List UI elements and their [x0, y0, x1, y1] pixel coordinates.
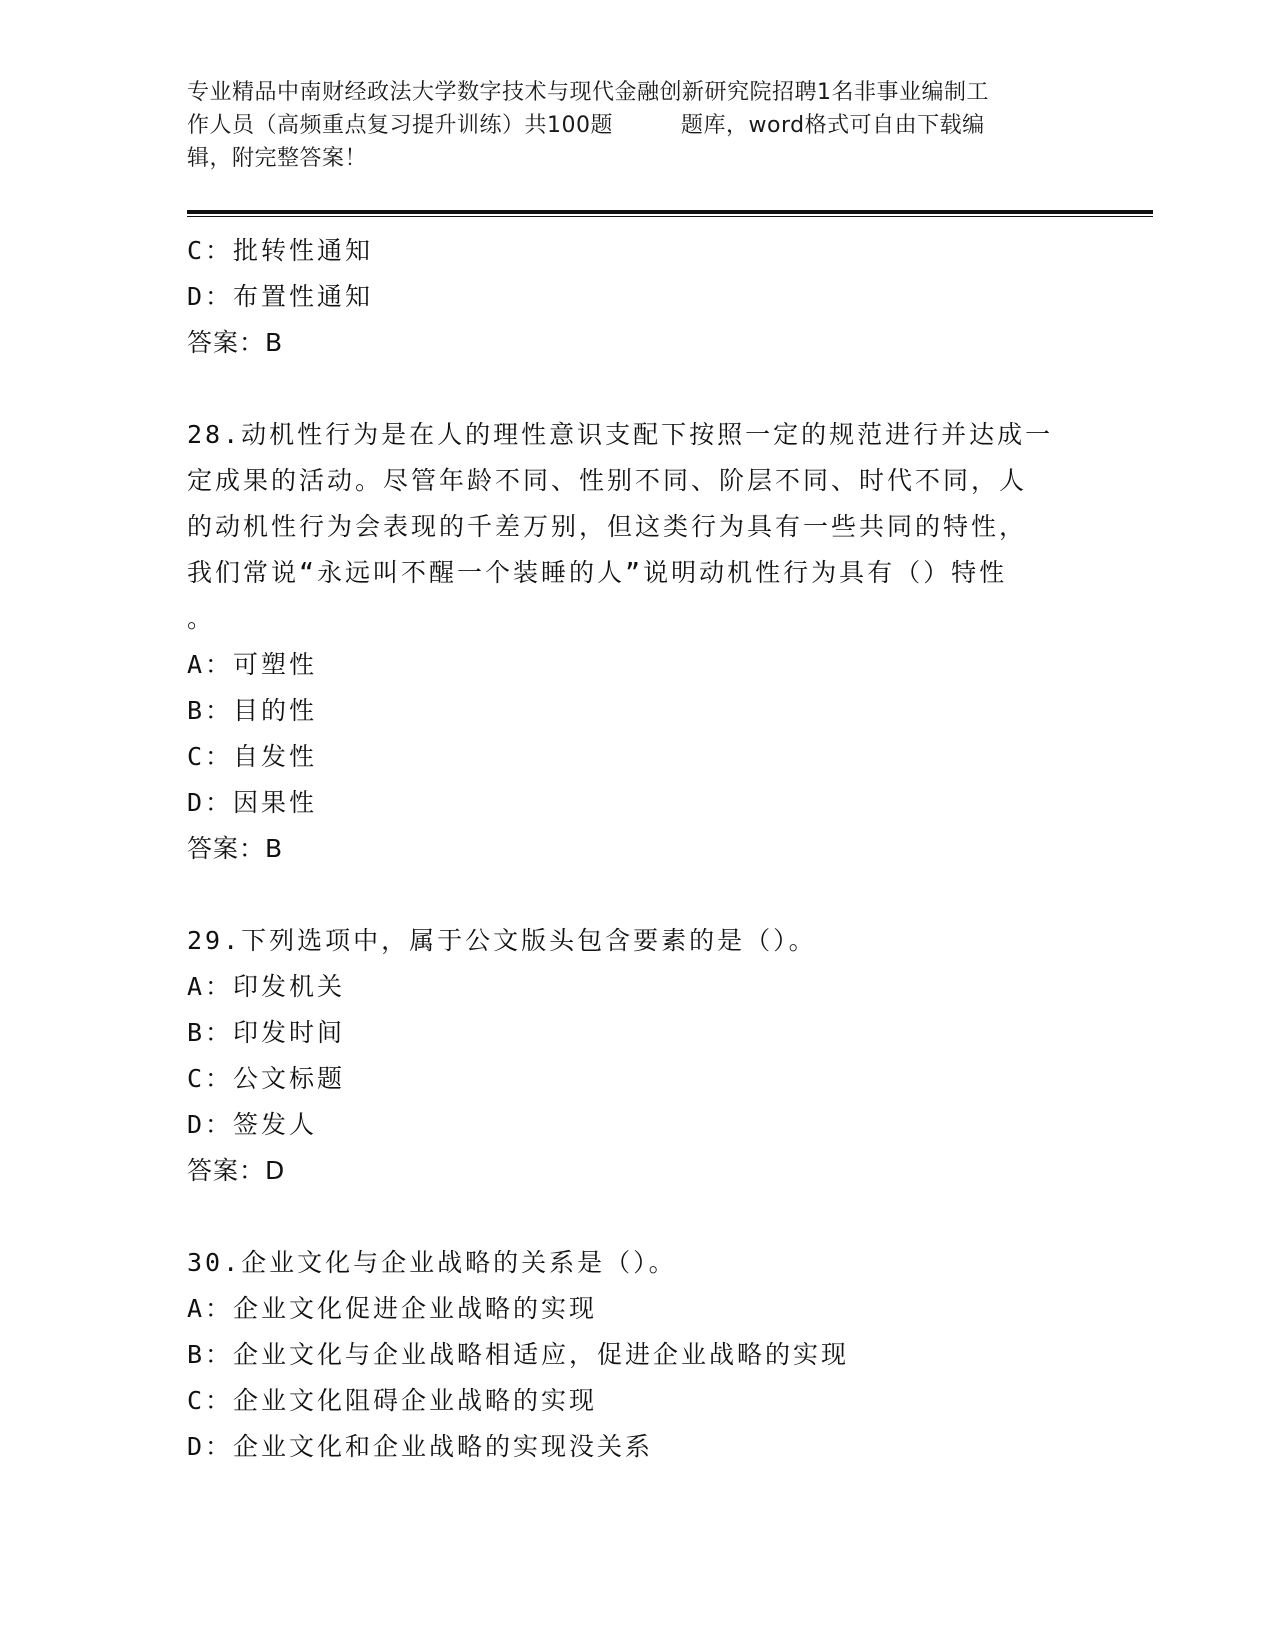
option-a: A：企业文化促进企业战略的实现	[187, 1294, 598, 1323]
header-line-2-part-2: 题库，word格式可自由下载编	[681, 113, 985, 138]
previous-question-tail	[187, 228, 1087, 366]
option-c: C：批转性通知	[187, 236, 374, 265]
question-line: 定成果的活动。尽管年龄不同、性别不同、阶层不同、时代不同，人	[187, 466, 1028, 495]
option-d: D：布置性通知	[187, 282, 374, 311]
question-28	[187, 412, 1087, 872]
answer-line: 答案：B	[187, 328, 284, 357]
option-b: B：目的性	[187, 696, 318, 725]
answer-line: 答案：B	[187, 834, 284, 863]
option-b: B：印发时间	[187, 1018, 346, 1047]
question-line: 我们常说“永远叫不醒一个装睡的人”说明动机性行为具有（）特性	[187, 558, 1008, 587]
spacer	[187, 872, 1087, 918]
option-d: D：因果性	[187, 788, 318, 817]
question-line: 28.动机性行为是在人的理性意识支配下按照一定的规范进行并达成一	[187, 420, 1054, 449]
question-text	[187, 412, 1087, 642]
header-rule-thin	[187, 216, 1153, 217]
header-line-3: 辑，附完整答案！	[187, 146, 368, 171]
header-rule-thick	[187, 210, 1153, 214]
option-a: A：可塑性	[187, 650, 318, 679]
question-30	[187, 1240, 1087, 1470]
question-line: 的动机性行为会表现的千差万别，但这类行为具有一些共同的特性，	[187, 512, 1028, 541]
header-line-2	[187, 109, 1087, 142]
spacer	[187, 366, 1087, 412]
option-b: B：企业文化与企业战略相适应，促进企业战略的实现	[187, 1340, 850, 1369]
option-c: C：企业文化阻碍企业战略的实现	[187, 1386, 598, 1415]
option-c: C：自发性	[187, 742, 318, 771]
question-line: 。	[187, 604, 216, 633]
answer-line: 答案：D	[187, 1156, 286, 1185]
question-line: 29.下列选项中，属于公文版头包含要素的是（）。	[187, 926, 817, 955]
question-29	[187, 918, 1087, 1194]
option-a: A：印发机关	[187, 972, 346, 1001]
option-c: C：公文标题	[187, 1064, 346, 1093]
document-body	[187, 228, 1087, 1470]
question-line: 30.企业文化与企业战略的关系是（）。	[187, 1248, 677, 1277]
spacer	[187, 1194, 1087, 1240]
option-d: D：签发人	[187, 1110, 318, 1139]
header-line-2-part-1: 作人员（高频重点复习提升训练）共100题	[187, 113, 613, 138]
page-header	[187, 76, 1087, 175]
header-line-1: 专业精品中南财经政法大学数字技术与现代金融创新研究院招聘1名非事业编制工	[187, 80, 989, 105]
option-d: D：企业文化和企业战略的实现没关系	[187, 1432, 654, 1461]
